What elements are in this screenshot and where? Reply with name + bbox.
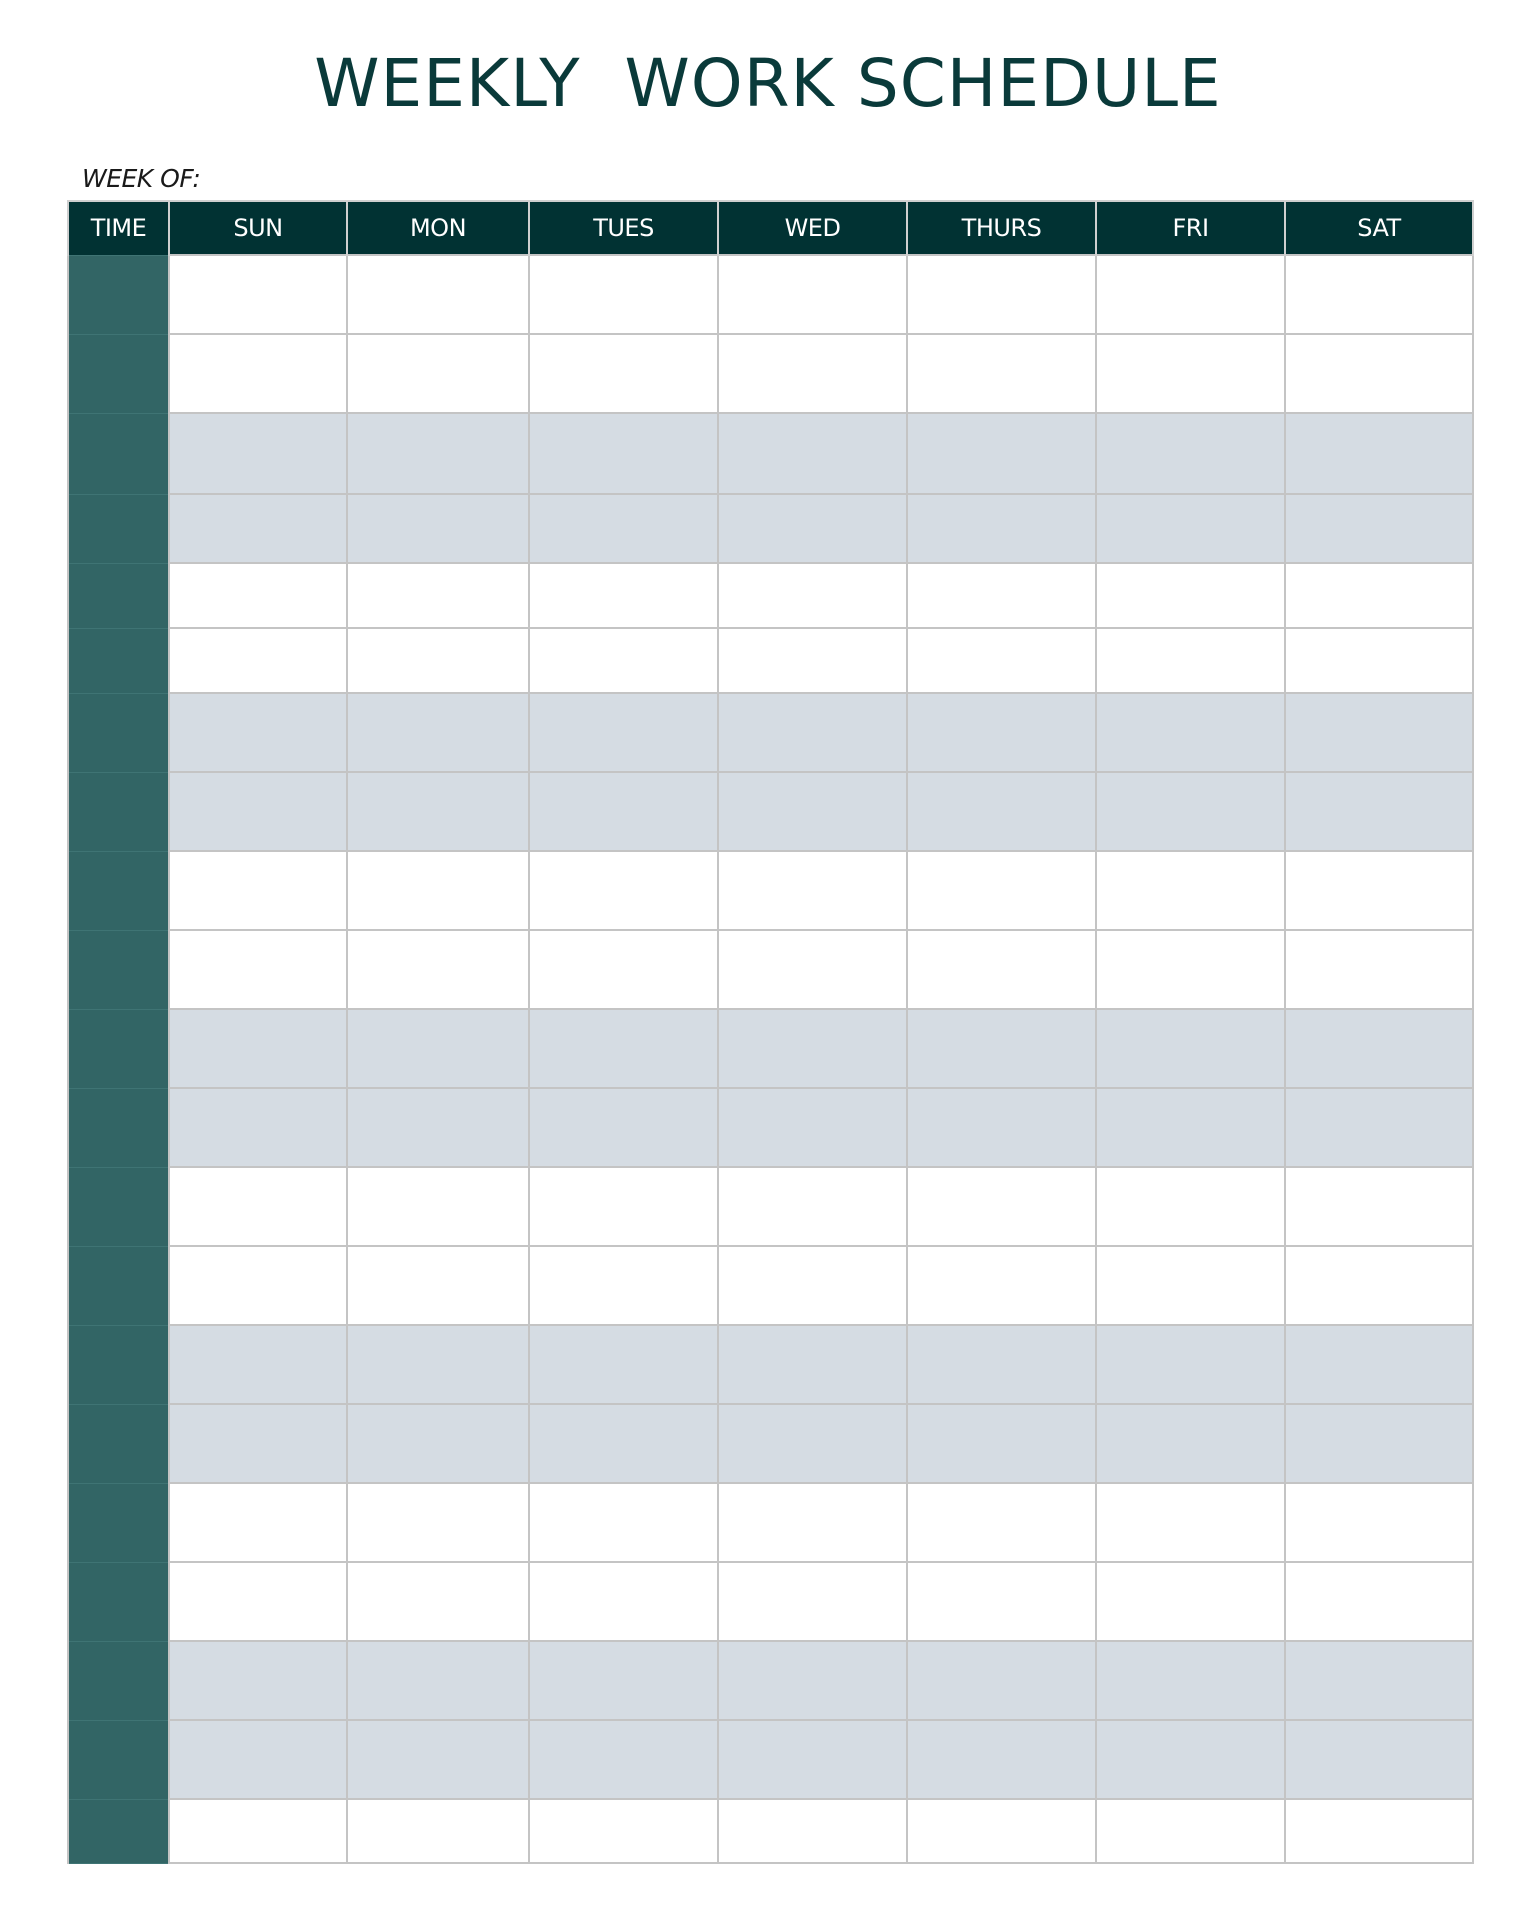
schedule-cell[interactable] [529,1720,718,1799]
schedule-cell[interactable] [1285,255,1473,334]
schedule-cell[interactable] [529,413,718,494]
time-cell[interactable] [68,628,169,693]
schedule-cell[interactable] [718,563,907,628]
schedule-cell[interactable] [718,1167,907,1246]
schedule-cell[interactable] [169,1088,347,1167]
table-row [68,693,1473,772]
schedule-cell[interactable] [347,1325,529,1404]
header-sat: SAT [1285,201,1473,255]
table-row [68,851,1473,930]
time-cell[interactable] [68,1088,169,1167]
schedule-cell[interactable] [1285,1246,1473,1325]
schedule-cell[interactable] [907,494,1096,563]
schedule-cell[interactable] [529,851,718,930]
table-row [68,563,1473,628]
schedule-cell[interactable] [907,1799,1096,1863]
schedule-cell[interactable] [1096,1325,1285,1404]
header-tues: TUES [529,201,718,255]
schedule-cell[interactable] [907,693,1096,772]
schedule-cell[interactable] [1285,693,1473,772]
week-of-label: WEEK OF: [82,164,201,193]
time-cell[interactable] [68,1720,169,1799]
table-row [68,334,1473,413]
schedule-cell[interactable] [718,772,907,851]
schedule-cell[interactable] [529,930,718,1009]
table-row [68,1246,1473,1325]
schedule-cell[interactable] [718,930,907,1009]
schedule-cell[interactable] [347,1641,529,1720]
schedule-cell[interactable] [907,1167,1096,1246]
schedule-cell[interactable] [718,628,907,693]
schedule-cell[interactable] [1285,851,1473,930]
schedule-cell[interactable] [529,1562,718,1641]
schedule-cell[interactable] [718,1641,907,1720]
time-cell[interactable] [68,1483,169,1562]
schedule-cell[interactable] [907,1009,1096,1088]
schedule-cell[interactable] [347,851,529,930]
table-row [68,1088,1473,1167]
time-cell[interactable] [68,1246,169,1325]
schedule-cell[interactable] [1096,1720,1285,1799]
schedule-cell[interactable] [529,1641,718,1720]
schedule-cell[interactable] [1096,1009,1285,1088]
time-cell[interactable] [68,1641,169,1720]
schedule-cell[interactable] [529,1483,718,1562]
schedule-cell[interactable] [718,1720,907,1799]
schedule-cell[interactable] [1285,1720,1473,1799]
schedule-table [67,200,1474,1864]
schedule-cell[interactable] [718,1009,907,1088]
schedule-cell[interactable] [907,413,1096,494]
schedule-cell[interactable] [907,1246,1096,1325]
schedule-cell[interactable] [1285,628,1473,693]
schedule-cell[interactable] [1285,1088,1473,1167]
header-wed: WED [718,201,907,255]
schedule-cell[interactable] [907,1720,1096,1799]
table-row [68,1641,1473,1720]
schedule-cell[interactable] [347,334,529,413]
schedule-cell[interactable] [169,1325,347,1404]
table-row [68,930,1473,1009]
schedule-cell[interactable] [529,1246,718,1325]
schedule-cell[interactable] [169,563,347,628]
schedule-cell[interactable] [529,1088,718,1167]
schedule-cell[interactable] [1096,1483,1285,1562]
schedule-cell[interactable] [529,628,718,693]
time-cell[interactable] [68,772,169,851]
header-sun: SUN [169,201,347,255]
schedule-cell[interactable] [907,772,1096,851]
table-row [68,1483,1473,1562]
schedule-cell[interactable] [169,413,347,494]
schedule-cell[interactable] [718,1404,907,1483]
schedule-cell[interactable] [1285,1167,1473,1246]
schedule-cell[interactable] [347,255,529,334]
schedule-cell[interactable] [169,1483,347,1562]
time-cell[interactable] [68,334,169,413]
schedule-cell[interactable] [169,1404,347,1483]
table-row [68,772,1473,851]
schedule-cell[interactable] [1096,1167,1285,1246]
schedule-cell[interactable] [169,1167,347,1246]
schedule-cell[interactable] [169,1562,347,1641]
schedule-cell[interactable] [169,334,347,413]
schedule-cell[interactable] [169,772,347,851]
schedule-cell[interactable] [1285,494,1473,563]
schedule-cell[interactable] [347,1246,529,1325]
schedule-cell[interactable] [169,1720,347,1799]
schedule-cell[interactable] [169,1799,347,1863]
time-cell[interactable] [68,930,169,1009]
header-mon: MON [347,201,529,255]
schedule-cell[interactable] [1285,1641,1473,1720]
table-row [68,494,1473,563]
schedule-cell[interactable] [1285,1799,1473,1863]
time-cell[interactable] [68,1325,169,1404]
table-row [68,1009,1473,1088]
time-cell[interactable] [68,693,169,772]
schedule-cell[interactable] [1096,1246,1285,1325]
schedule-cell[interactable] [347,1483,529,1562]
schedule-cell[interactable] [529,494,718,563]
schedule-cell[interactable] [718,1246,907,1325]
schedule-cell[interactable] [1096,628,1285,693]
schedule-cell[interactable] [718,334,907,413]
schedule-cell[interactable] [169,494,347,563]
time-cell[interactable] [68,255,169,334]
schedule-cell[interactable] [1096,1641,1285,1720]
schedule-cell[interactable] [347,1088,529,1167]
time-cell[interactable] [68,1799,169,1863]
schedule-cell[interactable] [529,1799,718,1863]
table-row [68,255,1473,334]
table-row [68,413,1473,494]
page-title: WEEKLY WORK SCHEDULE [314,45,1222,122]
schedule-cell[interactable] [1096,851,1285,930]
schedule-cell[interactable] [529,772,718,851]
schedule-cell[interactable] [1096,930,1285,1009]
schedule-cell[interactable] [529,693,718,772]
time-cell[interactable] [68,563,169,628]
schedule-cell[interactable] [1285,1325,1473,1404]
schedule-cell[interactable] [907,1404,1096,1483]
schedule-cell[interactable] [347,1562,529,1641]
schedule-cell[interactable] [169,1246,347,1325]
schedule-cell[interactable] [1096,413,1285,494]
schedule-cell[interactable] [1096,1799,1285,1863]
schedule-cell[interactable] [1096,563,1285,628]
schedule-cell[interactable] [718,851,907,930]
schedule-cell[interactable] [347,1167,529,1246]
schedule-cell[interactable] [718,693,907,772]
schedule-cell[interactable] [347,563,529,628]
schedule-cell[interactable] [1096,255,1285,334]
schedule-cell[interactable] [169,628,347,693]
time-cell[interactable] [68,494,169,563]
schedule-cell[interactable] [529,1167,718,1246]
schedule-cell[interactable] [169,693,347,772]
table-row [68,1799,1473,1863]
schedule-cell[interactable] [1285,563,1473,628]
schedule-cell[interactable] [169,851,347,930]
schedule-cell[interactable] [169,930,347,1009]
table-row [68,1404,1473,1483]
schedule-cell[interactable] [529,334,718,413]
schedule-cell[interactable] [347,494,529,563]
schedule-cell[interactable] [718,413,907,494]
schedule-cell[interactable] [718,1483,907,1562]
schedule-cell[interactable] [718,1088,907,1167]
schedule-cell[interactable] [1096,693,1285,772]
schedule-cell[interactable] [347,693,529,772]
schedule-cell[interactable] [907,930,1096,1009]
schedule-cell[interactable] [1285,1009,1473,1088]
schedule-cell[interactable] [718,255,907,334]
schedule-cell[interactable] [907,563,1096,628]
header-thurs: THURS [907,201,1096,255]
schedule-cell[interactable] [529,1404,718,1483]
schedule-cell[interactable] [1285,413,1473,494]
schedule-cell[interactable] [1285,1562,1473,1641]
schedule-cell[interactable] [907,628,1096,693]
schedule-cell[interactable] [529,255,718,334]
time-cell[interactable] [68,851,169,930]
schedule-cell[interactable] [347,1404,529,1483]
schedule-cell[interactable] [1285,772,1473,851]
schedule-cell[interactable] [907,1325,1096,1404]
schedule-cell[interactable] [347,1799,529,1863]
schedule-cell[interactable] [529,563,718,628]
table-row [68,1167,1473,1246]
schedule-cell[interactable] [347,930,529,1009]
schedule-cell[interactable] [1096,1088,1285,1167]
schedule-cell[interactable] [907,334,1096,413]
schedule-cell[interactable] [907,851,1096,930]
schedule-cell[interactable] [1096,334,1285,413]
schedule-cell[interactable] [347,772,529,851]
schedule-cell[interactable] [907,1483,1096,1562]
time-cell[interactable] [68,1404,169,1483]
schedule-cell[interactable] [1285,930,1473,1009]
schedule-cell[interactable] [529,1009,718,1088]
schedule-cell[interactable] [718,494,907,563]
header-fri: FRI [1096,201,1285,255]
schedule-cell[interactable] [169,1009,347,1088]
schedule-body [68,255,1473,1863]
table-row [68,628,1473,693]
schedule-cell[interactable] [347,1009,529,1088]
schedule-cell[interactable] [1096,494,1285,563]
schedule-cell[interactable] [1285,334,1473,413]
schedule-cell[interactable] [718,1799,907,1863]
time-cell[interactable] [68,413,169,494]
schedule-cell[interactable] [718,1562,907,1641]
schedule-cell[interactable] [529,1325,718,1404]
schedule-cell[interactable] [907,1088,1096,1167]
schedule-cell[interactable] [907,1641,1096,1720]
table-row [68,1325,1473,1404]
schedule-cell[interactable] [347,1720,529,1799]
schedule-cell[interactable] [169,255,347,334]
header-time: TIME [68,201,169,255]
table-row [68,1720,1473,1799]
schedule-cell[interactable] [1096,772,1285,851]
time-cell[interactable] [68,1009,169,1088]
schedule-cell[interactable] [347,413,529,494]
schedule-cell[interactable] [347,628,529,693]
schedule-cell[interactable] [169,1641,347,1720]
schedule-cell[interactable] [1096,1562,1285,1641]
time-cell[interactable] [68,1167,169,1246]
schedule-cell[interactable] [907,255,1096,334]
schedule-cell[interactable] [718,1325,907,1404]
schedule-cell[interactable] [1096,1404,1285,1483]
time-cell[interactable] [68,1562,169,1641]
schedule-cell[interactable] [907,1562,1096,1641]
schedule-cell[interactable] [1285,1404,1473,1483]
schedule-cell[interactable] [1285,1483,1473,1562]
table-row [68,1562,1473,1641]
header-row [68,201,1473,255]
